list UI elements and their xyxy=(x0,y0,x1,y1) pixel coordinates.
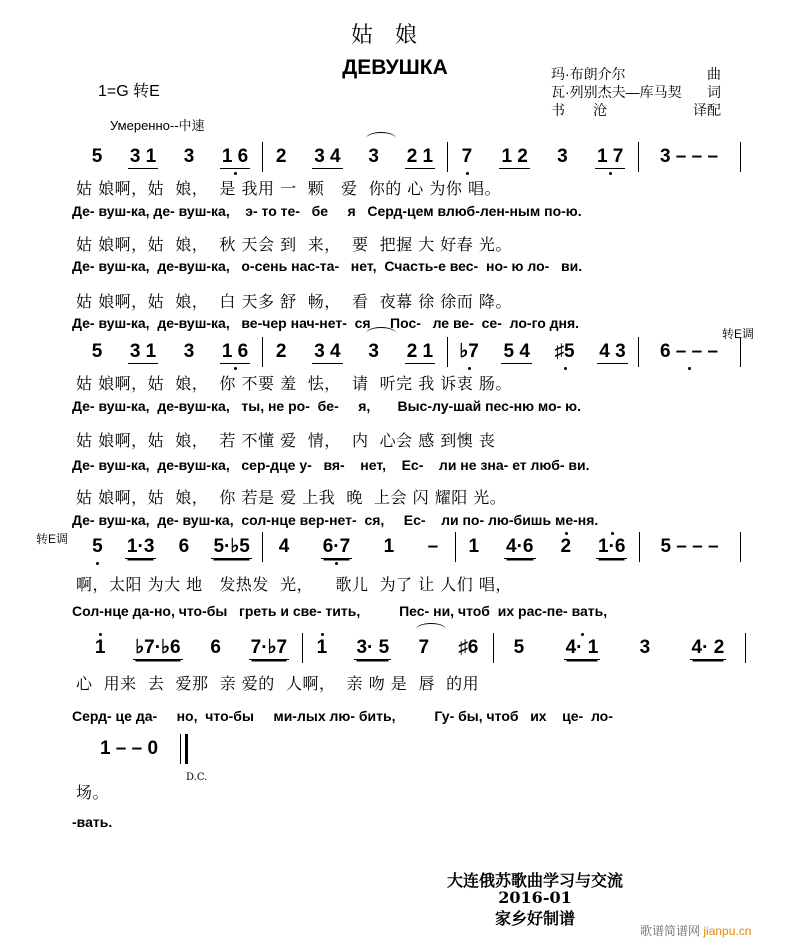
octave-dot xyxy=(96,562,99,565)
credit-lyricist xyxy=(551,82,721,102)
lyric-line: Де- вуш-ка, де- вуш-ка, э- то те- бе я Серд-цем влюб-лен-ным по-ю. xyxy=(72,203,582,219)
note-group: 1 xyxy=(315,637,330,659)
measure xyxy=(639,536,740,566)
lyric-line: Де- вуш-ка, де- вуш-ка, сол-нце вер-нет- ся, Ес- ли по- лю-бишь ме-ня. xyxy=(72,512,599,528)
notation-system xyxy=(0,341,790,371)
notation-system xyxy=(0,637,790,667)
lyric-line: 姑 娘啊，姑 娘， 若 不懂 爱 情， 内 心会 感 到懊 丧 xyxy=(76,431,496,450)
measure xyxy=(262,536,455,566)
note-group: 7 xyxy=(460,146,475,168)
measure xyxy=(78,341,262,371)
barline xyxy=(745,633,746,663)
barline xyxy=(447,142,448,172)
measure xyxy=(302,637,493,667)
credit-name: 玛·布朗介尔 xyxy=(551,66,626,82)
key-change-label: 转E调 xyxy=(722,327,755,341)
credit-name: 瓦·列别杰夫—库马契 xyxy=(551,84,682,100)
lyric-line: 姑 娘啊，姑 娘， 你 若是 爱 上我 晚 上会 闪 耀阳 光。 xyxy=(76,488,507,507)
measure xyxy=(78,738,180,768)
note-group: 3 xyxy=(639,637,651,658)
lyric-line: 姑 娘啊，姑 娘， 是 我用 一 颗 爱 你的 心 为你 唱。 xyxy=(76,179,501,198)
barline xyxy=(302,633,303,663)
note-group: 1 xyxy=(383,536,395,557)
note-group: 6·7 xyxy=(321,536,352,559)
octave-dot xyxy=(234,367,237,370)
barline xyxy=(740,532,741,562)
credit-role: 词 xyxy=(707,84,721,100)
note-group: 3 1 xyxy=(129,341,157,362)
lyric-line: 心 用来 去 爱那 亲 爱的 人啊， 亲 吻 是 唇 的用 xyxy=(76,674,480,693)
lyric-line: Де- вуш-ка, де-вуш-ка, ве-чер нач-нет- ся Пос- ле ве- се- ло-го дня. xyxy=(72,315,580,331)
note-group: 5 xyxy=(90,536,105,558)
note-group: 1·6 xyxy=(596,536,627,559)
measure xyxy=(80,536,262,566)
barline xyxy=(638,337,639,367)
measure xyxy=(78,146,262,176)
note-group: 1 xyxy=(468,536,480,557)
notation-system xyxy=(0,738,790,768)
barline xyxy=(262,337,263,367)
barline xyxy=(493,633,494,663)
note-group: ♭7·♭6 xyxy=(135,637,181,658)
note-group: 1 7 xyxy=(595,146,625,169)
lyric-line: 场。 xyxy=(76,783,110,802)
lyric-line: Де- вуш-ка, де-вуш-ка, о-сень нас-та- нет, Счасть-е вес- но- ю ло- ви. xyxy=(72,258,583,274)
note-group: 5·♭5 xyxy=(213,536,250,557)
note-group: 5 – – – xyxy=(660,536,719,557)
note-group: 6 – – – xyxy=(658,341,720,363)
note-group: 1·3 xyxy=(126,536,155,557)
note-group: 5 xyxy=(91,341,103,362)
note-group: 3· 5 xyxy=(356,637,390,658)
octave-dot xyxy=(609,172,612,175)
octave-dot xyxy=(335,562,338,565)
barline xyxy=(262,532,263,562)
note-group: 5 4 xyxy=(503,341,530,362)
song-title: 姑娘 xyxy=(350,23,439,48)
key-change-label: 转E调 xyxy=(36,532,69,546)
measure xyxy=(80,637,302,667)
key-signature: 1=G 转E xyxy=(98,83,160,100)
note-group: 1 6 xyxy=(220,146,250,169)
note-group: 2 xyxy=(275,146,287,167)
lyric-line: 姑 娘啊，姑 娘， 白 天多 舒 畅， 看 夜幕 徐 徐而 降。 xyxy=(76,292,512,311)
note-group: 3 xyxy=(366,146,381,168)
measure xyxy=(493,637,745,667)
measure xyxy=(638,146,740,176)
note-group: ♯5 xyxy=(553,341,577,363)
note-group: 4· 2 xyxy=(691,637,725,658)
note-group: 2 xyxy=(558,536,573,558)
note-group: 3 xyxy=(183,341,195,362)
octave-dot xyxy=(581,633,584,636)
lyric-line: 姑 娘啊，姑 娘， 秋 天会 到 来， 要 把握 大 好春 光。 xyxy=(76,235,512,254)
octave-dot xyxy=(99,633,102,636)
note-group: 4 3 xyxy=(599,341,626,362)
measure xyxy=(455,536,639,566)
note-group: 3 xyxy=(183,146,195,167)
barline xyxy=(740,142,741,172)
footer-group-name: 大连俄苏歌曲学习与交流 xyxy=(446,871,623,890)
notation-system xyxy=(0,536,790,566)
lyric-line: Серд- це да- но, что-бы ми-лых лю- бить, Гу- бы, чтоб их це- ло- xyxy=(72,708,613,724)
final-barline xyxy=(180,734,188,764)
da-capo-mark: D.C. xyxy=(186,772,208,783)
barline xyxy=(262,142,263,172)
measure xyxy=(447,146,638,176)
credit-role: 曲 xyxy=(707,66,721,82)
note-group: 4 xyxy=(278,536,290,557)
song-subtitle-russian: ДЕВУШКА xyxy=(342,56,448,79)
note-group: 6 xyxy=(178,536,190,557)
footer-date: 2016-01 xyxy=(498,888,572,907)
tie-arc xyxy=(366,132,396,145)
lyric-line: Де- вуш-ка, де-вуш-ка, ты, не ро- бе- я, Выс-лу-шай пес-ню мо- ю. xyxy=(72,398,582,414)
octave-dot xyxy=(234,172,237,175)
octave-dot xyxy=(565,532,568,535)
note-group: 2 1 xyxy=(406,341,434,362)
note-group: 1 2 xyxy=(501,146,528,167)
barline xyxy=(639,532,640,562)
note-group: – xyxy=(427,536,439,557)
octave-dot xyxy=(468,367,471,370)
octave-dot xyxy=(611,532,614,535)
note-group: ♭7 xyxy=(457,341,481,363)
note-group: ♯6 xyxy=(458,637,479,658)
measure xyxy=(262,341,447,371)
octave-dot xyxy=(466,172,469,175)
octave-dot xyxy=(688,367,691,370)
measure xyxy=(447,341,638,371)
note-group: 4· 1 xyxy=(564,637,601,660)
measure xyxy=(638,341,740,371)
octave-dot xyxy=(564,367,567,370)
barline xyxy=(447,337,448,367)
lyric-line: -вать. xyxy=(72,814,113,830)
tempo-marking: Умеренно--中速 xyxy=(110,118,205,133)
note-group: 2 1 xyxy=(406,146,434,167)
barline xyxy=(638,142,639,172)
note-group: 3 4 xyxy=(314,146,341,167)
octave-dot xyxy=(321,633,324,636)
credit-name: 书 沧 xyxy=(551,102,607,118)
lyric-line: 啊，太阳 为大 地 发热发 光， 歌儿 为了 让 人们 唱， xyxy=(76,575,512,594)
footer-author: 家乡好制谱 xyxy=(494,909,575,928)
note-group: 3 4 xyxy=(314,341,341,362)
note-group: 7 xyxy=(416,637,431,659)
note-group: 5 xyxy=(513,637,525,658)
lyric-line: Де- вуш-ка, де-вуш-ка, сер-дце у- вя- нет, Ес- ли не зна- ет люб- ви. xyxy=(72,457,590,473)
note-group: 6 xyxy=(210,637,221,658)
barline xyxy=(455,532,456,562)
lyric-line: 姑 娘啊，姑 娘， 你 不要 羞 怯， 请 听完 我 诉衷 肠。 xyxy=(76,374,512,393)
note-group: 1 – – 0 xyxy=(99,738,159,759)
note-group: 2 xyxy=(275,341,287,362)
note-group: 5 xyxy=(91,146,103,167)
note-group: 7·♭7 xyxy=(250,637,288,658)
note-group: 3 xyxy=(557,146,568,167)
lyric-line: Сол-нце да-но, что-бы греть и све- тить, Пес- ни, чтоб их рас-пе- вать, xyxy=(72,603,608,619)
watermark xyxy=(640,922,751,939)
credit-translator xyxy=(551,100,721,120)
note-group: 3 xyxy=(366,341,381,363)
credit-role: 译配 xyxy=(693,102,721,118)
note-group: 3 – – – xyxy=(659,146,719,167)
note-group: 1 xyxy=(93,637,108,659)
measure xyxy=(262,146,447,176)
notation-system xyxy=(0,146,790,176)
watermark-cn: 歌谱简谱网 xyxy=(640,924,701,938)
credit-composer xyxy=(551,64,721,84)
note-group: 3 1 xyxy=(129,146,157,167)
note-group: 1 6 xyxy=(220,341,250,364)
tie-arc xyxy=(416,623,446,636)
note-group: 4·6 xyxy=(506,536,534,557)
watermark-url: jianpu.cn xyxy=(703,924,752,938)
